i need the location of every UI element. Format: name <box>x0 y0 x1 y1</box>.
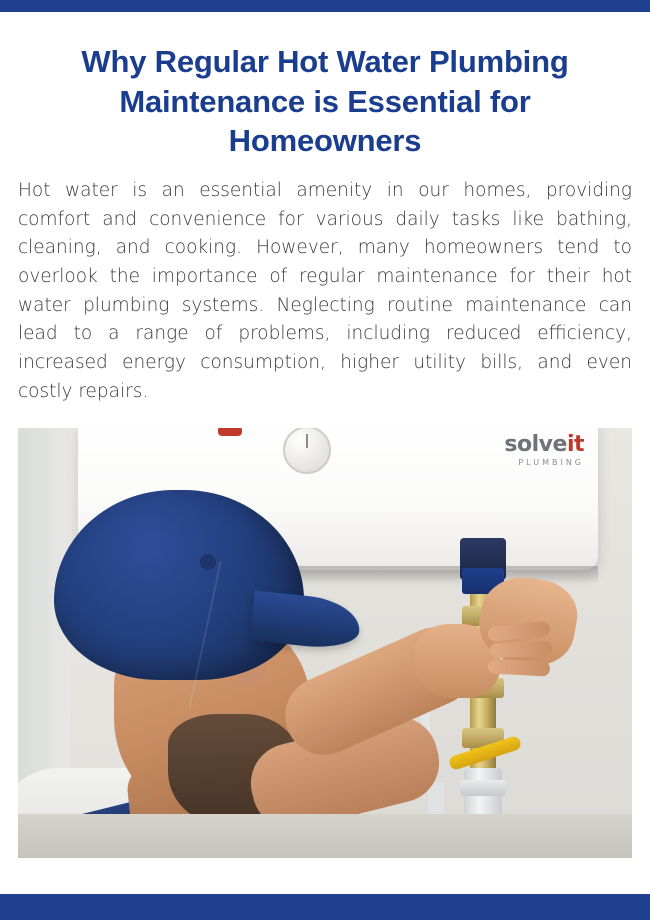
cap-button <box>200 554 216 570</box>
brand-name-accent: it <box>566 432 584 458</box>
page-title: Why Regular Hot Water Plumbing Maintenance is Essential for Homeowners <box>81 44 569 159</box>
article-photo <box>18 428 632 858</box>
brand-tagline: PLUMBING <box>518 458 584 468</box>
bottom-accent-bar <box>0 894 650 920</box>
red-knob <box>218 428 242 436</box>
brand-watermark <box>504 434 584 467</box>
top-accent-bar <box>0 0 650 12</box>
photo-scene <box>18 428 632 858</box>
floor <box>18 814 632 858</box>
article-body-paragraph: Hot water is an essential amenity in our homes, providing comfort and convenience for various daily tasks like bathing, cleaning, and cooking. However, many homeowners tend to overlook the importance of regular maintenance for their hot water plumbing systems. Neglecting routine maintenance can lead to a range of problems, including reduced efficiency, increased energy consumption, higher utility bills, and even costly repairs. <box>18 180 632 402</box>
brand-name-first: solve <box>504 432 567 458</box>
worker-finger-2 <box>490 641 552 658</box>
white-pipe-collar <box>460 780 506 796</box>
bottom-spacer <box>0 880 650 894</box>
article-content <box>0 12 650 880</box>
pressure-dial <box>283 428 331 474</box>
